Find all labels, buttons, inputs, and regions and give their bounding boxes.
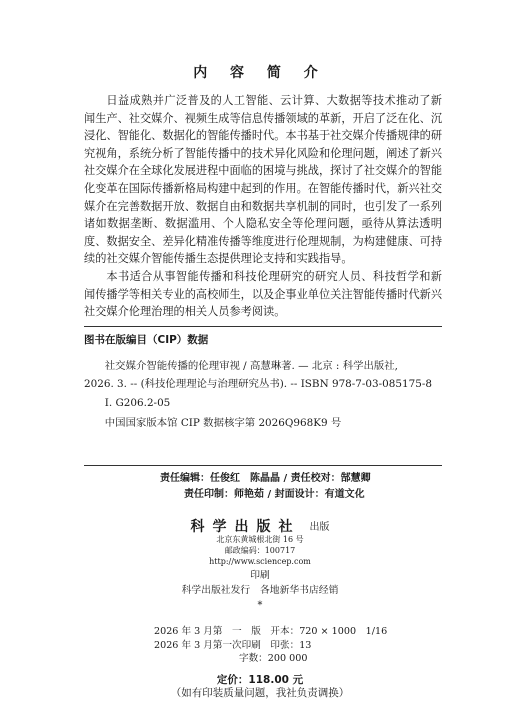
credit-editors: 责任编辑：任俊红 陈晶晶 / 责任校对：郜慧卿 (160, 473, 371, 484)
edition-line: 2026 年 3 月第 一 版 开本：720 × 1000 1/16 (154, 626, 388, 637)
printing-line: 2026 年 3 月第一次印刷 印张：13 (154, 639, 312, 651)
price-value: 118.00 元 (248, 674, 304, 686)
publisher-logo: 科学出版社 (190, 518, 301, 535)
cip-title: 图书在版编目（CIP）数据 (84, 334, 209, 346)
summary-paragraph-1: 日益成熟并广泛普及的人工智能、云计算、大数据等技术推动了新闻生产、社交媒介、视频生成等信息传播领域的革新，开启了泛在化、沉浸化、智能化、数据化的智能传播时代。本书基于社交媒介传播规律的研究视角，系统分析了智能传播中的技术异化风险和伦理问题，阐述了新兴社交媒介在全球化发展进程中面临的困境与挑战，探讨了社交媒介的智能化变革在国际传播新格局构建中起到的作用。在智能传播时代，新兴社交媒介在完善数据开放、数据自由和数据共享机制的同时，也引发了一系列诸如数据垄断、数据滥用、个人隐私安全等伦理问题，亟待从算法透明度、数据安全、差异化精准传播等维度进行伦理规制，为构建健康、可持续的社交媒介智能传播生态提供理论支持和实践指导。 (84, 94, 443, 266)
distribution-info: 科学出版社发行 各地新华书店经销 (181, 585, 339, 596)
credit-production: 责任印制：师艳茹 / 封面设计：有道文化 (184, 489, 365, 500)
cip-data (84, 358, 442, 432)
cip-bottom-rule (84, 465, 442, 466)
editorial-credits (0, 471, 520, 503)
printing-info (0, 568, 520, 613)
cip-top-rule (84, 326, 442, 327)
publisher-suffix: 出版 (309, 522, 330, 533)
edition-specs (0, 625, 520, 666)
price-label: 定价： (216, 674, 249, 686)
cip-line-1: 社交媒介智能传播的伦理审视 / 高慧琳著. — 北京 : 科学出版社, (104, 360, 398, 372)
cip-line-3: Ⅰ. G206.2-05 (104, 397, 171, 409)
summary-title: 内 容 简 介 (193, 65, 327, 81)
publisher-imprint (0, 515, 520, 536)
publisher-postcode: 邮政编码：100717 (224, 546, 296, 555)
cip-line-2: 2026. 3. -- (科技伦理理论与治理研究丛书). -- ISBN 978-7-03-085175-8 (84, 377, 432, 390)
summary-paragraph-2: 本书适合从事智能传播和科技伦理研究的研究人员、科技哲学和新闻传播学等相关专业的高校师生，以及企事业单位关注智能传播时代新兴社交媒介伦理治理的相关人员参考阅读。 (84, 269, 443, 319)
cip-line-4: 中国国家版本馆 CIP 数据核字第 2026Q968K9 号 (104, 416, 342, 429)
publisher-website: http://www.sciencep.com (209, 557, 311, 566)
summary-text (84, 92, 442, 321)
publisher-address-block (0, 534, 520, 567)
quality-notice: （如有印装质量问题，我社负责调换） (170, 687, 350, 699)
publisher-address: 北京东黄城根北街 16 号 (216, 535, 304, 544)
word-count: 字数：200 000 (239, 653, 308, 664)
separator-star: * (257, 600, 263, 611)
print-label: 印刷 (250, 570, 270, 581)
